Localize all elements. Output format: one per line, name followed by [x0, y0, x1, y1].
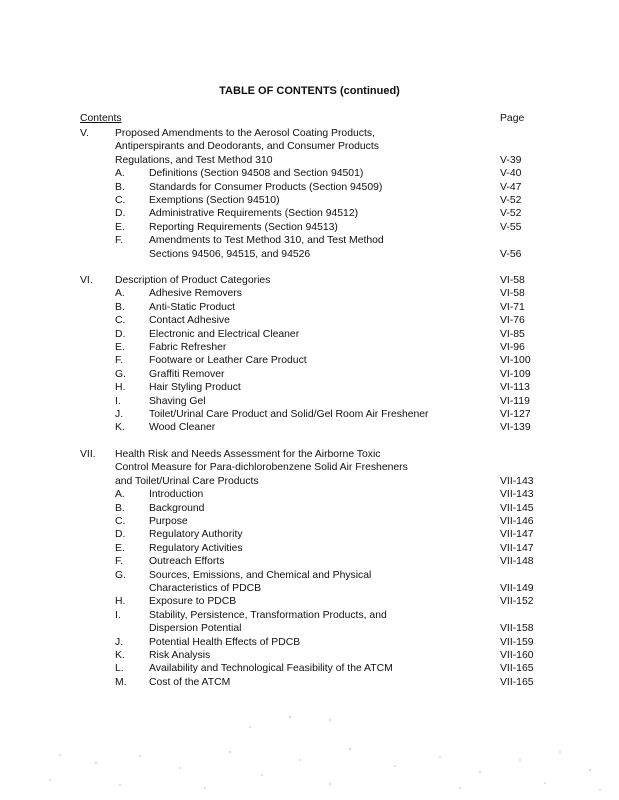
entry-title: Sections 94506, 94515, and 94526	[149, 248, 311, 260]
entry-title: Dispersion Potential	[149, 623, 242, 635]
entry-title: Characteristics of PDCB	[149, 583, 262, 594]
section-page-number: V-39	[500, 154, 522, 166]
toc-entry-line	[0, 595, 619, 608]
entry-title: Cost of the ATCM	[149, 676, 231, 688]
toc-entry-line	[0, 234, 619, 247]
section-title: Antiperspirants and Deodorants, and Consumer Products	[115, 141, 379, 153]
entry-title: Graffiti Remover	[149, 368, 225, 380]
section-heading-line	[0, 448, 619, 461]
entry-title: Standards for Consumer Products (Section 94509)	[149, 181, 383, 193]
toc-entry-line	[0, 649, 619, 662]
toc-entry-line	[0, 287, 619, 300]
entry-page-number: VII-147	[500, 529, 534, 541]
entry-title: Background	[149, 502, 205, 514]
entry-page-number: VI-113	[500, 382, 530, 394]
toc-entry-line	[0, 328, 619, 341]
entry-page-number: VI-127	[500, 409, 531, 420]
contents-column-header: Contents	[80, 113, 122, 124]
entry-title: Adhesive Removers	[149, 288, 242, 300]
entry-letter: B.	[115, 301, 125, 313]
section-heading-line	[0, 461, 619, 474]
entry-letter: H.	[115, 596, 126, 608]
toc-entry-line	[0, 301, 619, 314]
entry-letter: E.	[115, 221, 125, 233]
section-title: Proposed Amendments to the Aerosol Coating Products,	[115, 128, 375, 139]
entry-title: Potential Health Effects of PDCB	[149, 636, 301, 648]
entry-title: Exemptions (Section 94510)	[149, 195, 280, 206]
section-page-number: VII-143	[500, 475, 534, 487]
entry-page-number: V-52	[500, 195, 522, 206]
toc-entry-line	[0, 167, 619, 180]
entry-title: Exposure to PDCB	[149, 596, 237, 608]
entry-title: Hair Styling Product	[149, 382, 241, 394]
toc-entry-line	[0, 181, 619, 194]
entry-title: Electronic and Electrical Cleaner	[149, 328, 300, 340]
entry-title: Reporting Requirements (Section 94513)	[149, 221, 338, 233]
entry-page-number: VII-152	[500, 596, 534, 608]
entry-letter: D.	[115, 208, 126, 220]
section-page-number: VI-58	[500, 275, 525, 286]
entry-title: Sources, Emissions, and Chemical and Physical	[149, 569, 372, 581]
entry-page-number: VI-58	[500, 288, 525, 300]
entry-letter: A.	[115, 168, 125, 180]
entry-page-number: V-47	[500, 181, 522, 193]
entry-letter: A.	[115, 288, 125, 300]
entry-title: Risk Analysis	[149, 650, 211, 661]
toc-entry-line	[0, 609, 619, 622]
entry-letter: E.	[115, 342, 125, 353]
entry-letter: K.	[115, 422, 125, 434]
toc-entry-line	[0, 622, 619, 635]
entry-page-number: VI-119	[500, 395, 530, 407]
entry-letter: F.	[115, 235, 124, 247]
toc-entry-line	[0, 207, 619, 220]
section-title: and Toilet/Urinal Care Products	[115, 475, 259, 487]
entry-page-number: V-52	[500, 208, 522, 220]
toc-entry-line	[0, 354, 619, 367]
entry-page-number: VII-165	[500, 663, 534, 675]
entry-page-number: V-56	[500, 248, 522, 260]
section-number: VI.	[80, 275, 93, 286]
entry-letter: D.	[115, 328, 126, 340]
entry-page-number: VI-96	[500, 342, 525, 353]
toc-entry-line	[0, 341, 619, 354]
entry-page-number: V-40	[500, 168, 522, 180]
entry-letter: A.	[115, 489, 125, 501]
entry-title: Definitions (Section 94508 and Section 94501)	[149, 168, 364, 180]
toc-entry-line	[0, 381, 619, 394]
toc-entry-line	[0, 314, 619, 327]
toc-entry-line	[0, 582, 619, 595]
entry-page-number: VII-159	[500, 636, 534, 648]
entry-letter: F.	[115, 556, 124, 568]
entry-letter: C.	[115, 315, 126, 327]
toc-entry-line	[0, 248, 619, 261]
toc-entry-line	[0, 528, 619, 541]
entry-title: Introduction	[149, 489, 204, 501]
section-title: Description of Product Categories	[115, 275, 271, 286]
entry-page-number: VII-145	[500, 502, 534, 514]
entry-letter: E.	[115, 542, 125, 554]
entry-page-number: VII-146	[500, 516, 534, 527]
entry-title: Contact Adhesive	[149, 315, 230, 327]
entry-page-number: VII-149	[500, 583, 534, 594]
entry-letter: H.	[115, 382, 126, 394]
entry-page-number: VI-100	[500, 355, 531, 367]
entry-title: Shaving Gel	[149, 395, 206, 407]
section-heading-line	[0, 127, 619, 140]
section-heading-line	[0, 475, 619, 488]
entry-title: Outreach Efforts	[149, 556, 225, 568]
section-heading-line	[0, 154, 619, 167]
entry-title: Regulatory Authority	[149, 529, 243, 541]
section-title: Control Measure for Para-dichlorobenzene Solid Air Fresheners	[115, 462, 408, 474]
entry-letter: K.	[115, 650, 125, 661]
entry-page-number: VI-85	[500, 328, 525, 340]
toc-entry-line	[0, 488, 619, 501]
toc-entry-line	[0, 636, 619, 649]
entry-page-number: VII-143	[500, 489, 534, 501]
entry-title: Anti-Static Product	[149, 301, 236, 313]
entry-letter: C.	[115, 195, 126, 206]
section-title: Health Risk and Needs Assessment for the Airborne Toxic	[115, 449, 381, 460]
entry-page-number: VII-147	[500, 542, 534, 554]
entry-page-number: VI-71	[500, 301, 525, 313]
entry-letter: F.	[115, 355, 124, 367]
entry-title: Wood Cleaner	[149, 422, 216, 434]
entry-letter: J.	[115, 409, 124, 420]
toc-entry-line	[0, 502, 619, 515]
section-title: Regulations, and Test Method 310	[115, 154, 273, 166]
entry-title: Purpose	[149, 516, 188, 527]
entry-title: Toilet/Urinal Care Product and Solid/Gel Room Air Freshener	[149, 409, 429, 420]
entry-letter: B.	[115, 181, 125, 193]
entry-letter: L.	[115, 663, 124, 675]
entry-letter: C.	[115, 516, 126, 527]
entry-title: Regulatory Activities	[149, 542, 243, 554]
page-column-header: Page	[500, 113, 525, 124]
entry-page-number: VI-139	[500, 422, 531, 434]
toc-entry-line	[0, 555, 619, 568]
entry-letter: I.	[115, 395, 121, 407]
toc-entry-line	[0, 368, 619, 381]
entry-letter: J.	[115, 636, 124, 648]
entry-letter: G.	[115, 569, 126, 581]
section-number: VII.	[80, 449, 96, 460]
scan-noise	[0, 700, 619, 800]
entry-title: Amendments to Test Method 310, and Test Method	[149, 235, 384, 247]
entry-title: Fabric Refresher	[149, 342, 227, 353]
toc-entry-line	[0, 194, 619, 207]
entry-letter: D.	[115, 529, 126, 541]
entry-page-number: VI-76	[500, 315, 525, 327]
entry-page-number: VI-109	[500, 368, 531, 380]
entry-letter: B.	[115, 502, 125, 514]
section-heading-line	[0, 274, 619, 287]
toc-entry-line	[0, 408, 619, 421]
toc-entry-line	[0, 542, 619, 555]
toc-entry-line	[0, 221, 619, 234]
section-heading-line	[0, 140, 619, 153]
toc-entry-line	[0, 676, 619, 689]
entry-letter: M.	[115, 676, 127, 688]
entry-page-number: VII-158	[500, 623, 534, 635]
toc-entry-line	[0, 569, 619, 582]
toc-entry-line	[0, 662, 619, 675]
toc-entry-line	[0, 421, 619, 434]
entry-letter: I.	[115, 609, 121, 621]
entry-title: Availability and Technological Feasibility of the ATCM	[149, 663, 393, 675]
toc-entry-line	[0, 395, 619, 408]
entry-letter: G.	[115, 368, 126, 380]
entry-page-number: V-55	[500, 221, 522, 233]
entry-page-number: VII-165	[500, 676, 534, 688]
toc-entry-line	[0, 515, 619, 528]
section-number: V.	[80, 128, 89, 139]
entry-title: Stability, Persistence, Transformation Products, and	[149, 609, 387, 621]
page-title: TABLE OF CONTENTS (continued)	[219, 85, 400, 97]
entry-page-number: VII-148	[500, 556, 534, 568]
entry-title: Administrative Requirements (Section 94512)	[149, 208, 359, 220]
entry-title: Footware or Leather Care Product	[149, 355, 307, 367]
entry-page-number: VII-160	[500, 650, 534, 661]
